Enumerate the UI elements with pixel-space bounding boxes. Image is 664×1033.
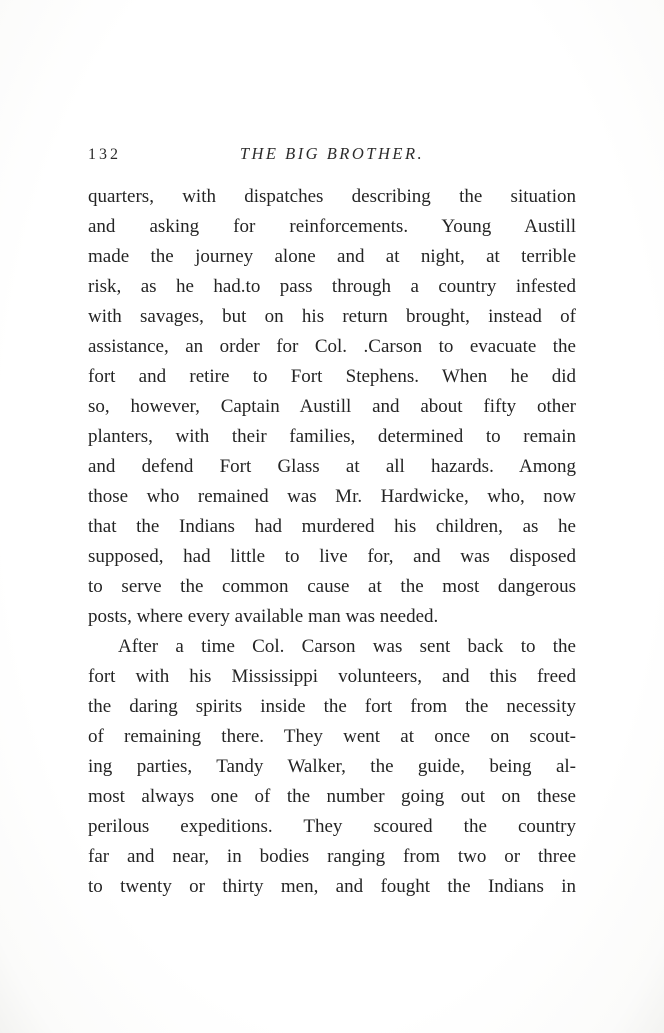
text-line: to twenty or thirty men, and fought the Indians in — [88, 876, 576, 897]
paragraph — [88, 632, 576, 902]
text-block — [88, 142, 576, 902]
text-line: made the journey alone and at night, at terrible — [88, 246, 576, 267]
text-line: quarters, with dispatches describing the situation — [88, 186, 576, 207]
text-line: most always one of the number going out on these — [88, 786, 576, 807]
paragraph — [88, 182, 576, 632]
page-header — [88, 142, 576, 176]
text-line: fort and retire to Fort Stephens. When he did — [88, 366, 576, 387]
text-line: supposed, had little to live for, and was disposed — [88, 546, 576, 567]
text-line: of remaining there. They went at once on scout- — [88, 726, 576, 747]
text-line: with savages, but on his return brought, instead of — [88, 306, 576, 327]
text-line: far and near, in bodies ranging from two or three — [88, 846, 576, 867]
text-line: to serve the common cause at the most dangerous — [88, 576, 576, 597]
text-line: After a time Col. Carson was sent back to the — [118, 636, 576, 657]
text-line: perilous expeditions. They scoured the country — [88, 816, 576, 837]
text-line: those who remained was Mr. Hardwicke, who, now — [88, 486, 576, 507]
text-line: ing parties, Tandy Walker, the guide, being al- — [88, 756, 576, 777]
body-text — [88, 182, 576, 902]
text-line: and defend Fort Glass at all hazards. Among — [88, 456, 576, 477]
text-line: and asking for reinforcements. Young Austill — [88, 216, 576, 237]
text-line: risk, as he had.to pass through a country infested — [88, 276, 576, 297]
text-line: fort with his Mississippi volunteers, and this freed — [88, 666, 576, 687]
page-number: 132 — [88, 146, 121, 163]
text-line: planters, with their families, determined to remain — [88, 426, 576, 447]
text-line: so, however, Captain Austill and about fifty other — [88, 396, 576, 417]
text-line: the daring spirits inside the fort from the necessity — [88, 696, 576, 717]
running-title: THE BIG BROTHER. — [239, 144, 425, 163]
text-line: that the Indians had murdered his children, as he — [88, 516, 576, 537]
text-line: posts, where every available man was needed. — [88, 606, 439, 627]
text-line: assistance, an order for Col. .Carson to evacuate the — [88, 336, 576, 357]
